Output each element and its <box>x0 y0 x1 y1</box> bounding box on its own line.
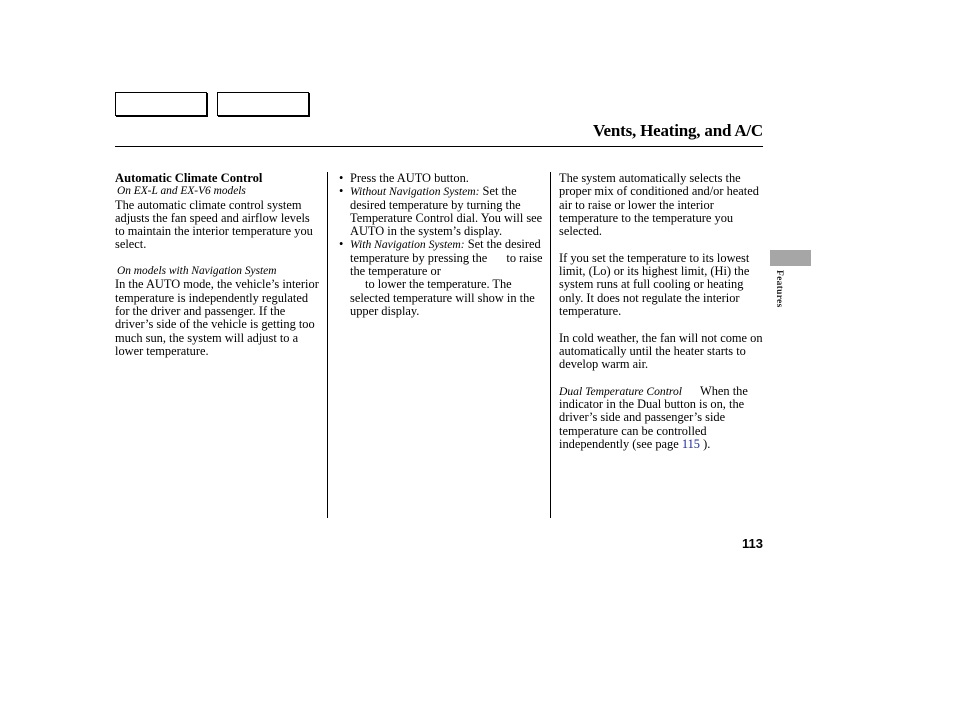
title-rule <box>115 146 763 147</box>
page-title: Vents, Heating, and A/C <box>593 121 763 140</box>
model-note-2: On models with Navigation System <box>117 265 277 278</box>
paragraph-2: In the AUTO mode, the vehicle’s interior temperature is independently regulated for the driver and passenger. If the driver’s side of the vehicle is getting too much sun, the system will adjust to a lower temperature. <box>115 277 319 358</box>
paragraph-6: Dual Temperature Control When the indicator in the Dual button is on, the driver’s side and passenger’s side temperature can be controlled independently (see page 115 ). <box>559 383 748 451</box>
paragraph-1: The automatic climate control system adjusts the fan speed and airflow levels to maintain the interior temperature you select. <box>115 197 313 252</box>
dual-temp-label: Dual Temperature Control <box>559 384 683 398</box>
nav-button-1[interactable] <box>115 92 207 116</box>
section-tab <box>770 250 811 266</box>
column-3 <box>559 172 765 451</box>
with-nav-label: With Navigation System: <box>350 238 465 252</box>
bullet-without-nav: • Without Navigation System: Set the desired temperature by turning the Temperature Control dial. You will see AUTO in the system’s display. <box>339 185 544 238</box>
column-divider-1 <box>327 172 328 518</box>
model-note-1: On EX-L and EX-V6 models <box>117 185 246 198</box>
section-heading: Automatic Climate Control <box>115 171 263 185</box>
nav-button-2[interactable] <box>217 92 309 116</box>
bullet-press-auto: • Press the AUTO button. <box>339 172 544 185</box>
paragraph-5: In cold weather, the fan will not come on automatically until the heater starts to develop warm air. <box>559 330 763 372</box>
page-number: 113 <box>742 536 763 551</box>
column-1 <box>115 172 320 358</box>
without-nav-label: Without Navigation System: <box>350 185 480 199</box>
bullet-with-nav: • With Navigation System: Set the desired temperature by pressing the to raise the temperature or to lower the temperature. The selected temperature will show in the upper display. <box>339 238 544 318</box>
section-label: Features <box>774 270 784 308</box>
paragraph-3: The system automatically selects the proper mix of conditioned and/or heated air to raise or lower the interior temperature to the temperature you selected. <box>559 171 759 239</box>
column-divider-2 <box>550 172 551 518</box>
column-2 <box>339 172 544 318</box>
paragraph-4: If you set the temperature to its lowest limit, (Lo) or its highest limit, (Hi) the system runs at full cooling or heating only. It does not regulate the interior temperature. <box>559 250 750 318</box>
page-115-link[interactable]: 115 <box>681 436 700 451</box>
